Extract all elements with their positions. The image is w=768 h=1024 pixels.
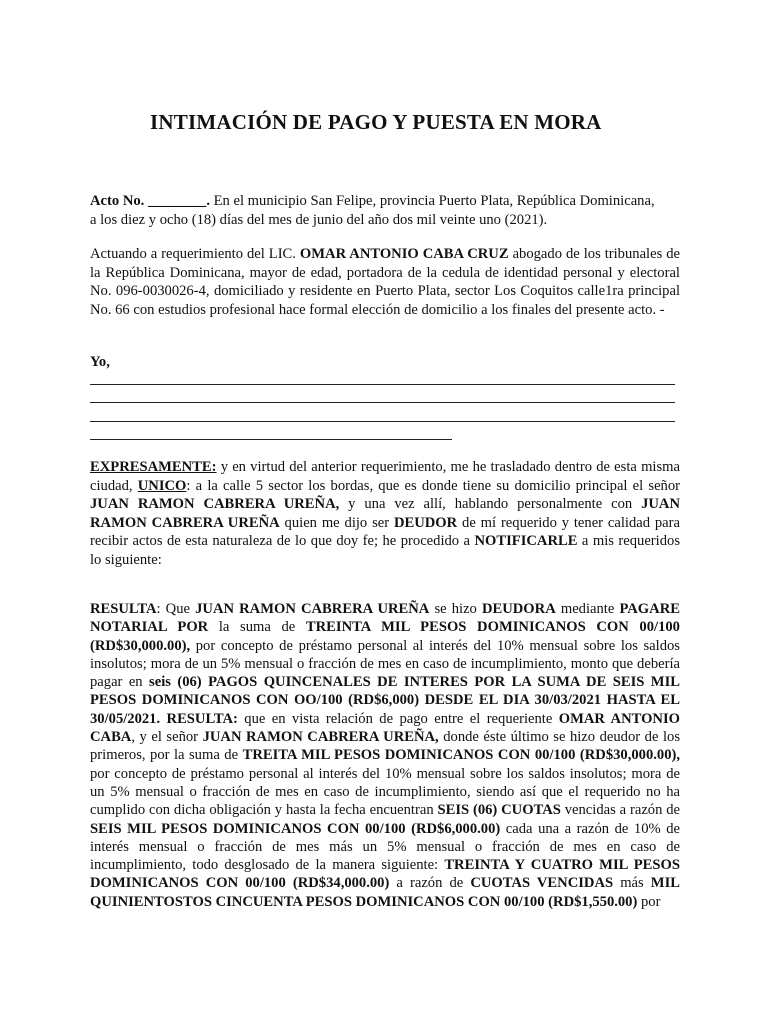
expresamente-text-4: quien me dijo ser (279, 514, 394, 531)
yo-label: Yo, (90, 354, 110, 370)
acto-label: Acto No. ________. (90, 193, 210, 209)
amount-34000: TREINTA Y CUATRO MIL PESOS DOMINICANOS CON 00/100 (RD$34,000.00) (90, 857, 681, 892)
resulta-text: por (637, 893, 661, 910)
acto-line2: a los diez y ocho (18) días del mes de junio del año dos mil veinte uno (2021). (90, 211, 548, 228)
resulta-debtor-name: JUAN RAMON CABRERA UREÑA, (202, 729, 439, 746)
blank-line-1 (90, 384, 675, 385)
expresamente-label: EXPRESAMENTE: (90, 459, 217, 475)
expresamente-text-6: a mis requeridos lo siguiente: (90, 533, 680, 568)
requeriente-name: OMAR ANTONIO CABA (90, 710, 680, 746)
actuando-text-2: abogado de los tribunales de la República Dominicana, mayor de edad, portadora de la cedula de identidad personal y electoral No. 096-0030026-4, domiciliado y residente en Puerto Plata, sector Los Coquitos calle1ra principal No. 66 con estudios profesional hace formal elección de domicilio a los finales del presente acto. - (90, 246, 681, 318)
expresamente-text-5: de mí requerido y tener calidad para recibir actos de esta naturaleza de lo que doy fe; he procedido a (90, 514, 680, 550)
resulta-text: donde éste último se hizo deudor de los primeros, por la suma de (90, 729, 680, 764)
resulta-paragraph (90, 600, 680, 911)
acto-line1: En el municipio San Felipe, provincia Puerto Plata, República Dominicana, (209, 193, 655, 209)
expresamente-text-2: : a la calle 5 sector los bordas, que es donde tiene su domicilio principal el señor (186, 477, 681, 494)
resulta-text: se hizo (429, 601, 482, 617)
amount-30000: TREINTA MIL PESOS DOMINICANOS CON 00/100 (RD$30,000.00), (90, 619, 680, 654)
expresamente-paragraph (90, 458, 680, 570)
expresamente-text-3: y una vez allí, hablando personalmente con (339, 496, 642, 513)
payment-schedule: seis (06) PAGOS QUINCENALES DE INTERES POR LA SUMA DE SEIS MIL PESOS DOMINICANOS CON OO/100 (RD$6,000) DESDE EL DIA 30/03/2021 HASTA EL 30/05/2021. RESULTA: (90, 674, 680, 727)
resulta-debtor-name: JUAN RAMON CABRERA UREÑA (195, 601, 430, 617)
unico-label: UNICO (137, 477, 187, 494)
cuotas-count: SEIS (06) CUOTAS (437, 802, 561, 819)
amount-30000-repeat: TREITA MIL PESOS DOMINICANOS CON 00/100 (RD$30,000.00), (242, 747, 681, 764)
resulta-label: RESULTA (90, 601, 157, 617)
blank-line-2 (90, 402, 675, 403)
page-title: INTIMACIÓN DE PAGO Y PUESTA EN MORA (150, 110, 602, 134)
yo-label-block (90, 353, 680, 372)
lawyer-name: OMAR ANTONIO CABA CRUZ (299, 246, 509, 262)
deudora-label: DEUDORA (481, 601, 556, 617)
debtor-name-2: JUAN RAMON CABRERA UREÑA (90, 496, 681, 531)
resulta-text: mediante (555, 601, 620, 617)
blank-line-3 (90, 421, 675, 422)
resulta-text: cada una a razón de 10% de interés mensual o fracción de mes más un 5% mensual o fracción de mes en caso de incumplimiento, todo desglosado de la manera siguiente: (90, 820, 680, 874)
actuando-paragraph (90, 245, 680, 319)
resulta-text: , y el señor (131, 729, 203, 746)
resulta-text: por concepto de préstamo personal al interés del 10% mensual sobre los saldos insolutos; mora de un 5% mensual o fracción de mes en caso de incumplimiento, monto que debería pagar en (90, 637, 680, 691)
expresamente-text-1: y en virtud del anterior requerimiento, me he trasladado dentro de esta misma ciudad, (90, 459, 680, 494)
amount-1550: MIL QUINIENTOSTOS CINCUENTA PESOS DOMINICANOS CON 00/100 (RD$1,550.00) (90, 875, 680, 910)
deudor-label: DEUDOR (393, 514, 458, 531)
blank-line-4 (90, 439, 452, 440)
amount-6000: SEIS MIL PESOS DOMINICANOS CON 00/100 (RD$6,000.00) (90, 820, 501, 837)
acto-paragraph (90, 192, 680, 229)
resulta-text: vencidas a razón de (560, 802, 681, 819)
resulta-text: : Que (156, 601, 196, 617)
resulta-text: que en vista relación de pago entre el requeriente (237, 710, 559, 727)
cuotas-vencidas-label: CUOTAS VENCIDAS (470, 875, 614, 892)
resulta-text: por concepto de préstamo personal al interés del 10% mensual sobre los saldos insolutos; mora de un 5% mensual o fracción de mes en caso de incumplimiento, siendo así que el requerido no ha cumplido con dicha obligación y hasta la fecha encuentran (90, 765, 680, 819)
resulta-text: más (613, 875, 651, 892)
actuando-text-1: Actuando a requerimiento del LIC. (90, 246, 300, 262)
debtor-name-1: JUAN RAMON CABRERA UREÑA, (90, 496, 340, 513)
resulta-text: a razón de (389, 875, 471, 892)
resulta-text: la suma de (208, 619, 306, 636)
pagare-label: PAGARE NOTARIAL POR (90, 601, 680, 636)
notificarle-label: NOTIFICARLE (474, 533, 578, 550)
